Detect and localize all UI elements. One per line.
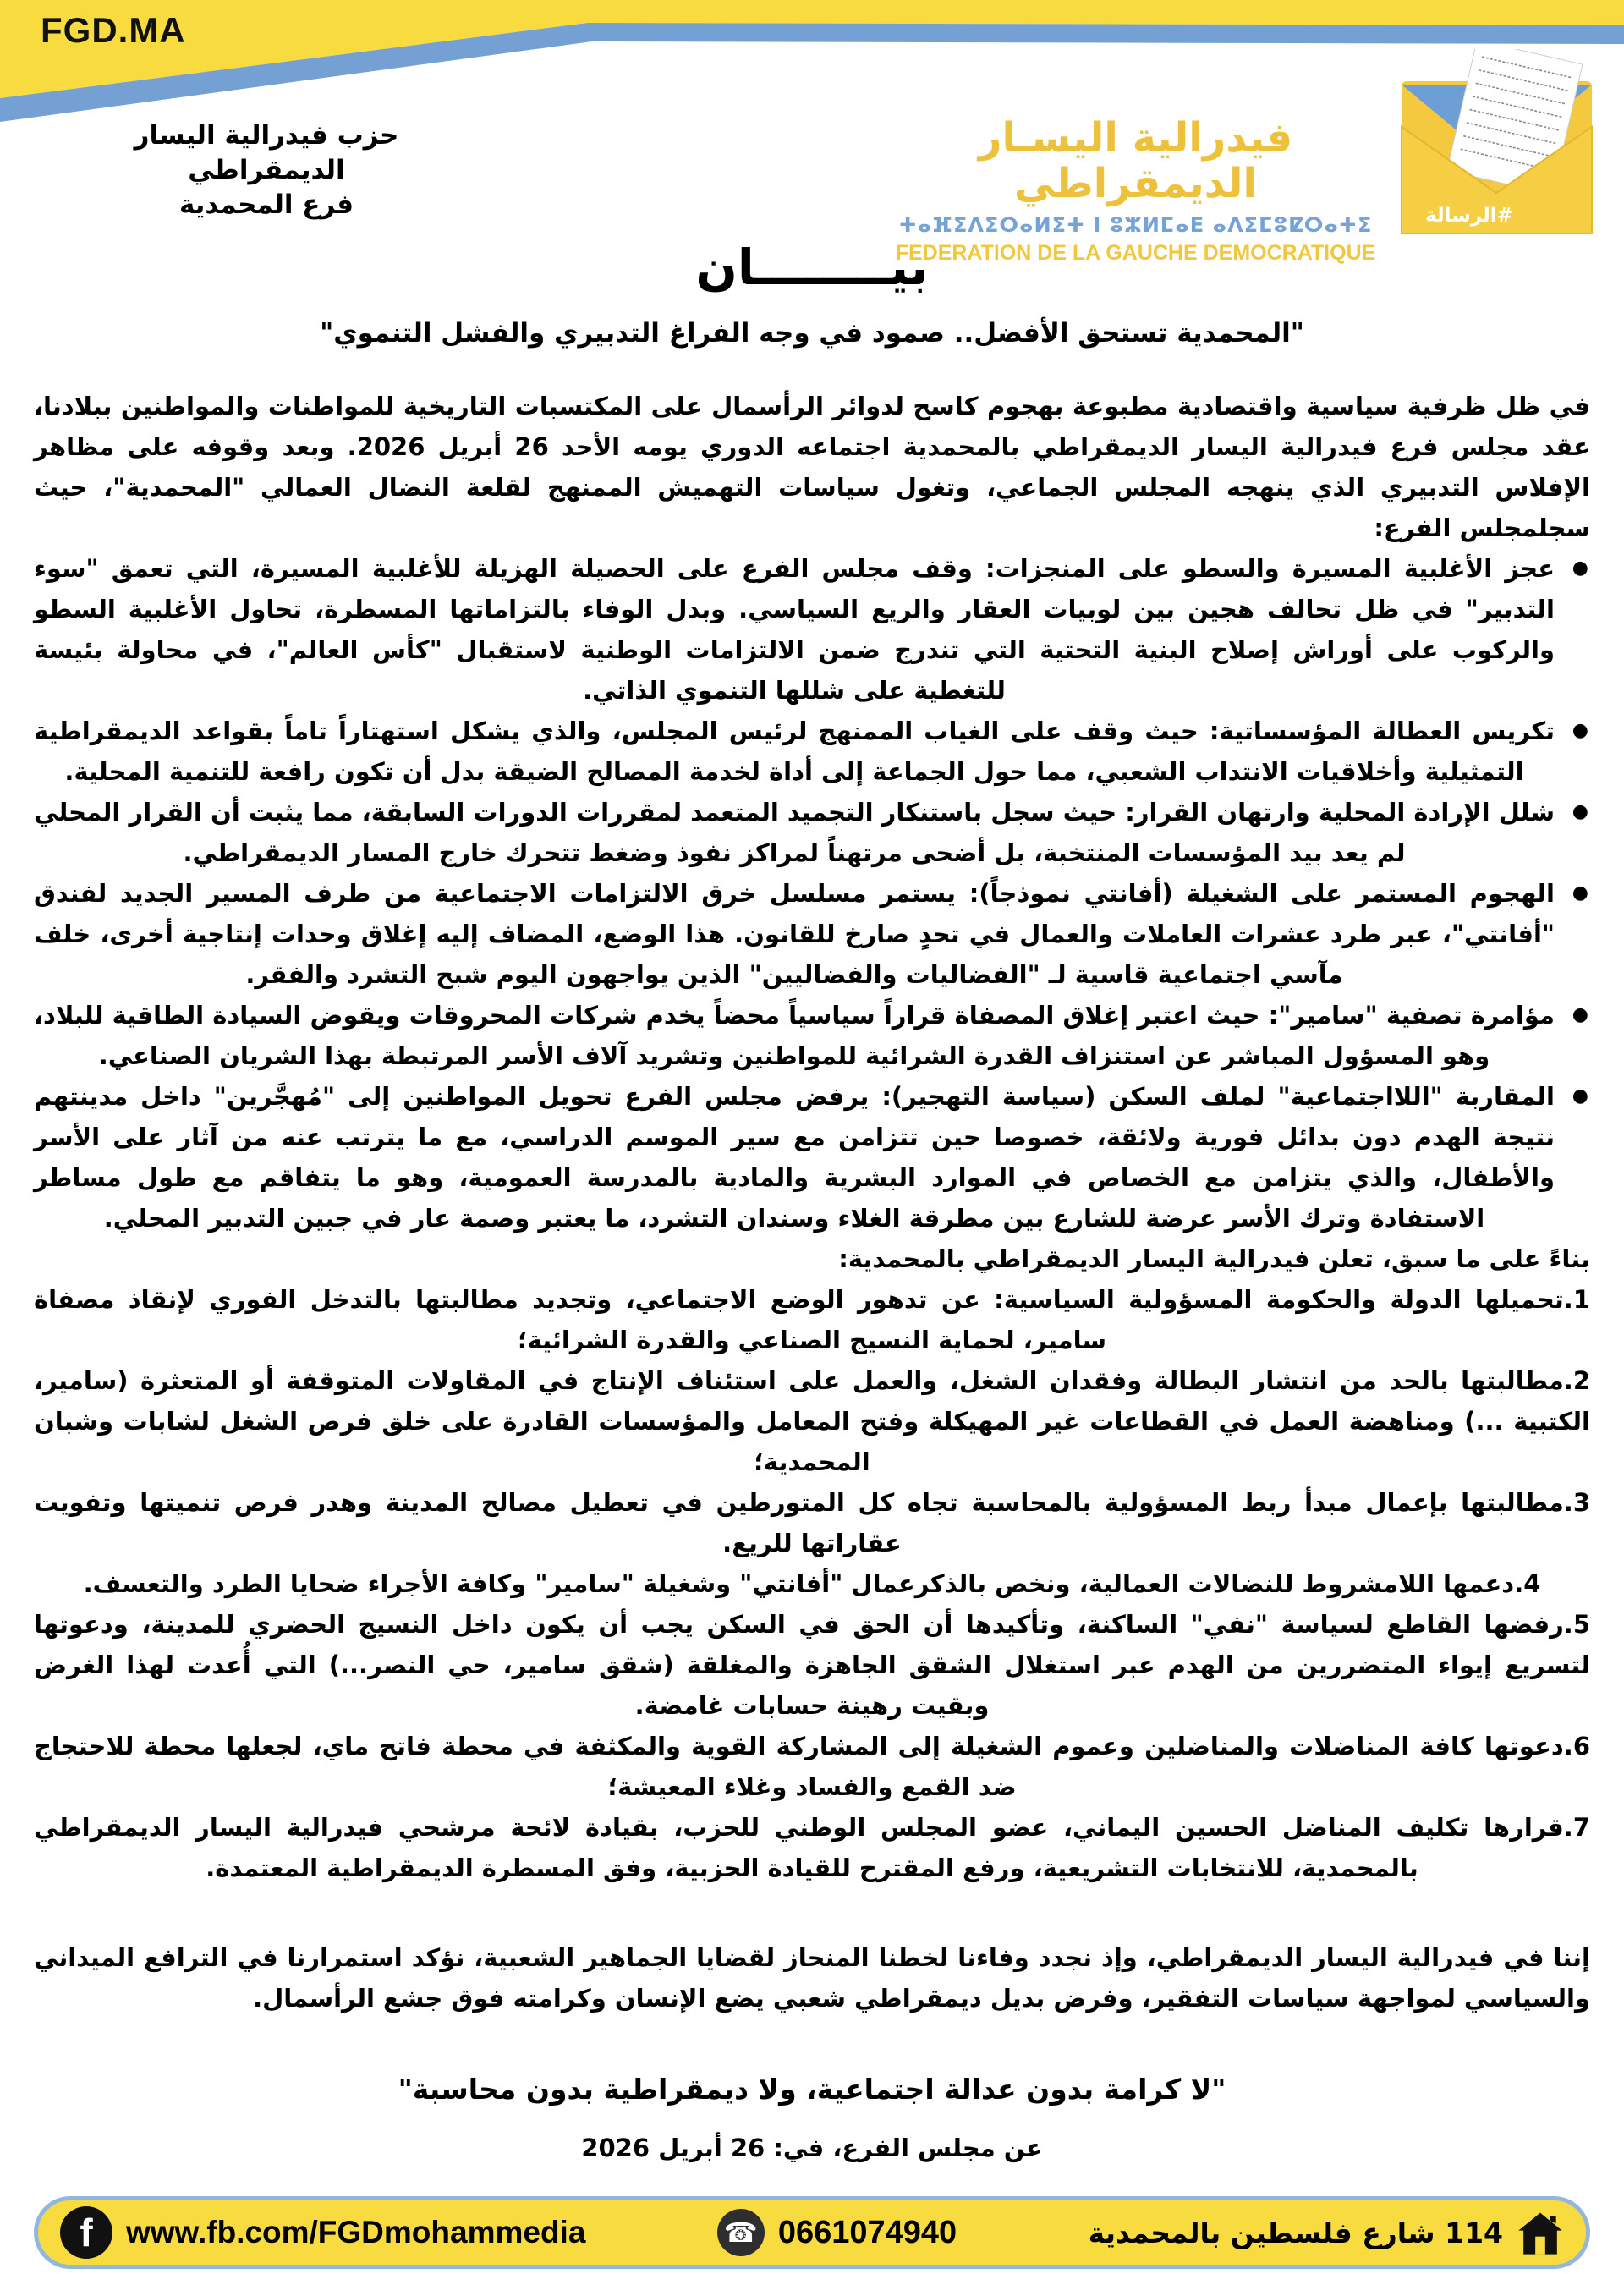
party-logo <box>892 49 1607 266</box>
footer-contact-bar <box>34 2196 1590 2269</box>
phone-number: 0661074940 <box>777 2214 957 2250</box>
resolution-item-1: 1.تحميلها الدولة والحكومة المسؤولية السياسية: عن تدهور الوضع الاجتماعي، وتجديد مطالبتها بالتدخل الفوري لإنقاذ مصفاة سامير، لحماية النسيج الصناعي والقدرة الشرائية؛ <box>34 1285 1590 1354</box>
bullet-item-samir-conspiracy: ● مؤامرة تصفية "سامير": حيث اعتبر إغلاق المصفاة قراراً سياسياً محضاً يخدم شركات المحروقات ويقوض السيادة الطاقية للبلاد، وهو المسؤول المباشر عن استنزاف القدرة الشرائية للمواطنين وتشريد آلاف الأسر المرتبطة بهذا الشريان الصناعي. <box>34 995 1590 1076</box>
site-name: FGD.MA <box>41 10 186 50</box>
bullet-item-local-will-paralysis: ● شلل الإرادة المحلية وارتهان القرار: حيث سجل باستنكار التجميد المتعمد لمقررات الدورات السابقة، مما يثبت أن القرار المحلي لم يعد بيد المؤسسات المنتخبة، بل أضحى مرتهناً لمراكز نفوذ وضغط تتحرك خارج المسار الديمقراطي. <box>34 792 1590 873</box>
envelope-hashtag-label: #الرسالة <box>1425 205 1513 227</box>
resolution-item-7: 7.قرارها تكليف المناضل الحسين اليماني، عضو المجلس الوطني للحزب، بقيادة لائحة مرشحي فيدرالية اليسار الديمقراطي بالمحمدية، للانتخابات التشريعية، ورفع المقترح للقيادة الحزبية، وفق المسطرة الديمقراطية المعتمدة. <box>34 1813 1590 1882</box>
envelope-icon <box>1389 49 1605 242</box>
bullet-marker: ● <box>1572 558 1588 579</box>
logo-french-name: FEDERATION DE LA GAUCHE DEMOCRATIQUE <box>895 241 1376 265</box>
statement-subtitle: "المحمدية تستحق الأفضل.. صمود في وجه الفراغ التدبيري والفشل التنموي" <box>320 318 1304 349</box>
logo-arabic-name: فيدرالية اليسـار الديمقراطي <box>978 114 1293 207</box>
bullet-item-workers-attack: ● الهجوم المستمر على الشغيلة (أفانتي نموذجاً): يستمر مسلسل خرق الالتزامات الاجتماعية من طرف المسير الجديد لفندق "أفانتي"، عبر طرد عشرات العاملات والعمال في تحدٍ صارخ للقانون. هذا الوضع، المضاف إليه إغلاق وحدات إنتاجية أخرى، خلف مآسي اجتماعية قاسية لـ "الفضاليات والفضاليين" الذين يواجهون اليوم شبح التشرد والفقر. <box>34 873 1590 995</box>
resolution-item-4: 4.دعمها اللامشروط للنضالات العمالية، ونخص بالذكرعمال "أفانتي" وشغيلة "سامير" وكافة الأجراء ضحايا الطرد والتعسف. <box>83 1569 1541 1598</box>
resolutions-lead-in: بناءً على ما سبق، تعلن فيدرالية اليسار الديمقراطي بالمحمدية: <box>838 1244 1590 1273</box>
facebook-icon: f <box>60 2206 112 2259</box>
closing-paragraph: إننا في فيدرالية اليسار الديمقراطي، وإذ نجدد وفاءنا لخطنا المنحاز لقضايا الجماهير الشعبية، نؤكد استمرارنا في الترافع الميداني والسياسي لمواجهة سياسات التفقير، وفرض بديل ديمقراطي شعبي يضع الإنسان وكرامته فوق جشع الرأسمال. <box>34 1943 1590 2013</box>
bullet-marker: ● <box>1572 882 1588 904</box>
party-name-line2: فرع المحمدية <box>178 190 354 220</box>
address-contact <box>1089 2209 1564 2256</box>
bullet-marker: ● <box>1572 801 1588 822</box>
bullet-marker: ● <box>1572 720 1588 741</box>
resolution-item-2: 2.مطالبتها بالحد من انتشار البطالة وفقدان الشغل، والعمل على استئناف الإنتاج في المقاولات المتوقفة أو المتعثرة (سامير، الكتبية ...) ومناهضة العمل في القطاعات غير المهيكلة وفتح المعامل والمؤسسات القادرة على خلق فرص الشغل لشابات وشبان المحمدية؛ <box>34 1366 1590 1476</box>
facebook-url: www.fb.com/FGDmohammedia <box>126 2215 586 2249</box>
slogan-line: "لا كرامة بدون عدالة اجتماعية، ولا ديمقراطية بدون محاسبة" <box>398 2073 1226 2106</box>
bullet-marker: ● <box>1572 1085 1588 1107</box>
logo-tifinagh-name: ⵜⴰⴼⵉⴷⵉⵔⴰⵍⵉⵜ ⵏ ⵓⵣⵍⵎⴰⴹ ⴰⴷⵉⵎⵓⵇⵔⴰⵜⵉ <box>898 213 1373 237</box>
party-name-block <box>72 118 461 222</box>
signature-date-line: عن مجلس الفرع، في: 26 أبريل 2026 <box>581 2134 1043 2162</box>
resolution-item-6: 6.دعوتها كافة المناضلات والمناضلين وعموم الشغيلة إلى المشاركة القوية والمكثفة في محطة فاتح ماي، لجعلها محطة للاحتجاج ضد القمع والفساد وغلاء المعيشة؛ <box>34 1732 1590 1801</box>
intro-paragraph: في ظل ظرفية سياسية واقتصادية مطبوعة بهجوم كاسح لدوائر الرأسمال على المكتسبات التاريخية للمواطنات والمواطنين ببلادنا، عقد مجلس فرع فيدرالية اليسار الديمقراطي بالمحمدية اجتماعه الدوري يومه الأحد 26 أبريل 2026. وبعد وقوفه على مظاهر الإفلاس التدبيري الذي ينهجه المجلس الجماعي، وتغول سياسات التهميش الممنهج لقلعة النضال العمالي "المحمدية"، حيث سجلمجلس الفرع: <box>34 392 1590 542</box>
bullet-marker: ● <box>1572 1004 1588 1025</box>
party-name-line1: حزب فيدرالية اليسار الديمقراطي <box>134 120 399 185</box>
party-logo-text <box>892 49 1379 266</box>
bullet-item-majority-failure: ● عجز الأغلبية المسيرة والسطو على المنجزات: وقف مجلس الفرع على الحصيلة الهزيلة للأغلبية المسيرة، التي تعمق "سوء التدبير" في ظل تحالف هجين بين لوبيات العقار والريع السياسي. وبدل الوفاء بالتزاماتها المسطرة، تحاول الأغلبية السطو والركوب على أوراش إصلاح البنية التحتية التي تندرج ضمن الالتزامات الوطنية لاستقبال "كأس العالم"، في محاولة بئيسة للتغطية على شللها التنموي الذاتي. <box>34 548 1590 711</box>
phone-icon: ☎ <box>717 2209 765 2256</box>
phone-contact <box>717 2209 957 2256</box>
bullet-item-housing-approach: ● المقاربة "اللااجتماعية" لملف السكن (سياسة التهجير): يرفض مجلس الفرع تحويل المواطنين إلى "مُهجَّرين" داخل مدينتهم نتيجة الهدم دون بدائل فورية ولائقة، خصوصا حين تتزامن مع سير الموسم الدراسي، مع ما يترتب عنه من آثار على الأسر والأطفال، والذي يتزامن مع الخصاص في الموارد البشرية والمادية بالمدرسة العمومية، وهو ما يتفاقم مع طول مساطر الاستفادة وترك الأسر عرضة للشارع بين مطرقة الغلاء وسندان التشرد، ما يعتبر وصمة عار في جبين التدبير المحلي. <box>34 1076 1590 1239</box>
bullet-item-institutional-idleness: ● تكريس العطالة المؤسساتية: حيث وقف على الغياب الممنهج لرئيس المجلس، والذي يشكل استهتاراً تاماً بقواعد الديمقراطية التمثيلية وأخلاقيات الانتداب الشعبي، مما حول الجماعة إلى أداة لخدمة المصالح الضيقة بدل أن تكون رافعة للتنمية المحلية. <box>34 711 1590 792</box>
resolution-item-5: 5.رفضها القاطع لسياسة "نفي" الساكنة، وتأكيدها أن الحق في السكن يجب أن يكون داخل النسيج الحضري للمدينة، ودعوتها لتسريع إيواء المتضررين من الهدم عبر استغلال الشقق الجاهزة والمغلقة (شقق سامير، حي النصر...) التي أُعدت لهذا الغرض وبقيت رهينة حسابات غامضة. <box>34 1610 1590 1720</box>
address-text: 114 شارع فلسطين بالمحمدية <box>1088 2216 1503 2249</box>
resolution-item-3: 3.مطالبتها بإعمال مبدأ ربط المسؤولية بالمحاسبة تجاه كل المتورطين في تعطيل مصالح المدينة وهدر فرص تنميتها وتفويت عقاراتها للريع. <box>34 1488 1590 1557</box>
facebook-contact <box>60 2206 585 2259</box>
statement-body <box>34 239 1590 2019</box>
statement-title: بيــــــــان <box>695 239 929 296</box>
house-icon <box>1517 2209 1564 2256</box>
